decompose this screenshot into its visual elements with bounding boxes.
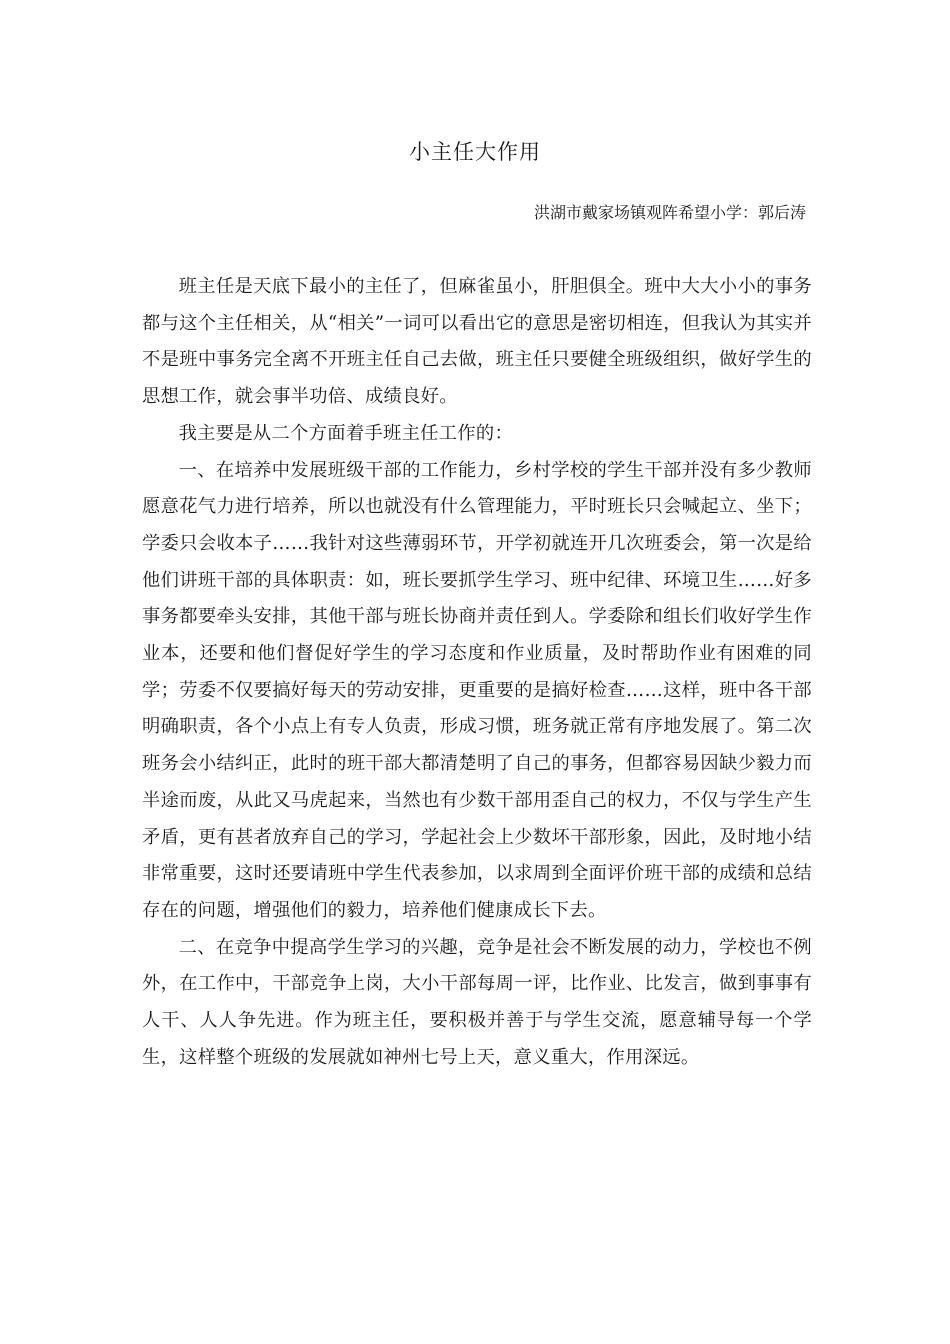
paragraph-overview: 我主要是从二个方面着手班主任工作的： [178,422,514,444]
author-line: 洪湖市戴家场镇观阵希望小学：郭后涛 [533,203,806,222]
paragraph-point-one: 一、在培养中发展班级干部的工作能力，乡村学校的学生干部并没有多少教师愿意花气力进行培养，所以也就没有什么管理能力，平时班长只会喊起立、坐下；学委只会收本子……我针对这些薄弱环节，开学初就连开几次班委会，第一次是给他们讲班干部的具体职责：如，班长要抓学生学习、班中纪律、环境卫生……好多事务都要牵头安排，其他干部与班长协商并责任到人。学委除和组长们收好学生作业本，还要和他们督促好学生的学习态度和作业质量，及时帮助作业有困难的同学；劳委不仅要搞好每天的劳动安排，更重要的是搞好检查……这样，班中各干部明确职责，各个小点上有专人负责，形成习惯，班务就正常有序地发展了。第二次班务会小结纠正，此时的班干部大都清楚明了自己的事务，但都容易因缺少毅力而半途而废，从此又马虎起来，当然也有少数干部用歪自己的权力，不仅与学生产生矛盾，更有甚者放弃自己的学习，学起社会上少数坏干部形象，因此，及时地小结非常重要，这时还要请班中学生代表参加，以求周到全面评价班干部的成绩和总结存在的问题，增强他们的毅力，培养他们健康成长下去。 [142,459,812,921]
document-body [142,269,812,1076]
document-title: 小主任大作用 [409,140,541,164]
paragraph-point-two: 二、在竞争中提高学生学习的兴趣，竞争是社会不断发展的动力，学校也不例外，在工作中，干部竞争上岗，大小干部每周一评，比作业、比发言，做到事事有人干、人人争先进。作为班主任，要积极并善于与学生交流，愿意辅导每一个学生，这样整个班级的发展就如神州七号上天，意义重大，作用深远。 [142,936,812,1068]
paragraph-intro: 班主任是天底下最小的主任了，但麻雀虽小，肝胆俱全。班中大大小小的事务都与这个主任相关，从“相关”一词可以看出它的意思是密切相连，但我认为其实并不是班中事务完全离不开班主任自己去做，班主任只要健全班级组织，做好学生的思想工作，就会事半功倍、成绩良好。 [142,276,812,408]
